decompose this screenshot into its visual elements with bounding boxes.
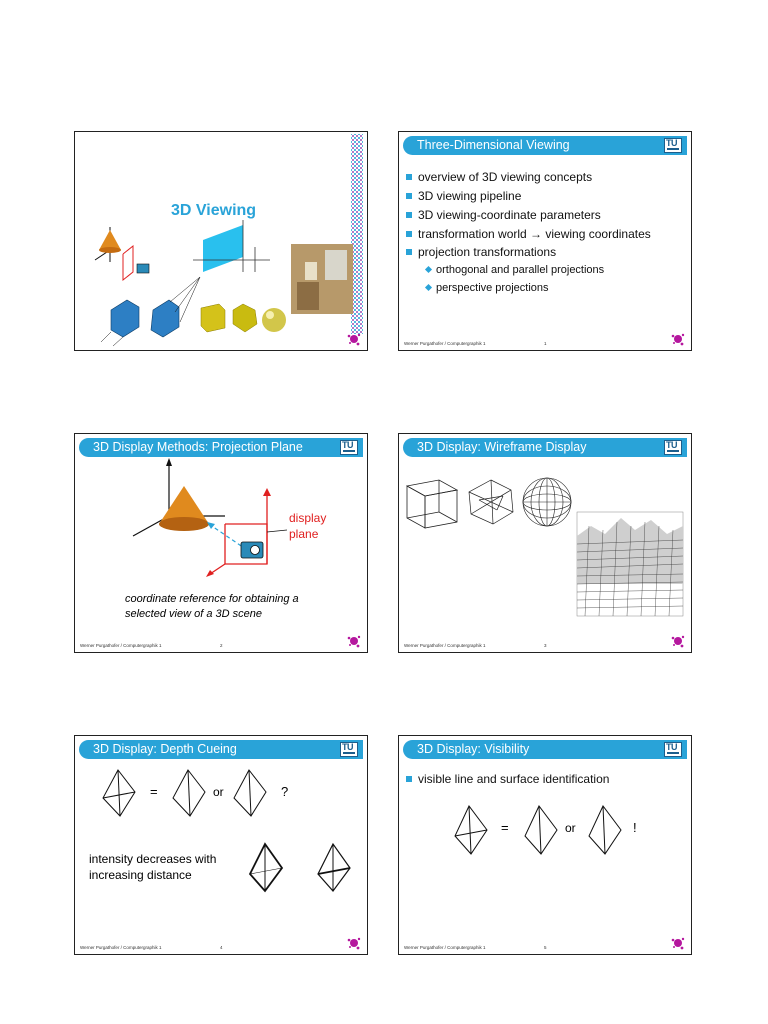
footer-author: Werner Purgathofer / Computergraphik 1: [404, 945, 486, 950]
equals-sign: =: [501, 820, 509, 835]
tu-logo-text: TU: [342, 742, 353, 752]
slide-wireframe-display: [398, 433, 692, 653]
slide-number: 1: [544, 341, 547, 346]
label-plane: plane: [289, 527, 319, 541]
tu-logo-icon: [664, 138, 682, 153]
sub-bullet-item: orthogonal and parallel projections: [436, 264, 605, 276]
slide-number: 5: [544, 945, 547, 950]
tu-logo-text: TU: [342, 440, 353, 450]
bullet-item: 3D viewing-coordinate parameters: [418, 208, 601, 222]
title-bar: [403, 136, 687, 155]
slide-depth-cueing: [74, 735, 368, 955]
intensity-text-line-1: intensity decreases with: [89, 852, 217, 866]
wireframe-cube: [407, 480, 457, 528]
slide-title: 3D Display: Wireframe Display: [417, 440, 587, 454]
footer-author: Werner Purgathofer / Computergraphik 1: [80, 643, 162, 648]
slide-title: Three-Dimensional Viewing: [417, 138, 570, 152]
wireframe-icosahedron: [469, 480, 513, 524]
slide-title: 3D Display Methods: Projection Plane: [93, 440, 303, 454]
caption-line-1: coordinate reference for obtaining a: [125, 593, 299, 605]
bullet-item: overview of 3D viewing concepts: [418, 170, 593, 184]
slide-visibility: [398, 735, 692, 955]
projection-plane-diagram: [75, 434, 368, 653]
bullet-item: transformation world → viewing coordinates: [418, 227, 651, 241]
tu-logo-text: TU: [666, 742, 677, 752]
slide-title: 3D Display: Depth Cueing: [93, 742, 237, 756]
or-label: or: [213, 785, 224, 799]
splat-logo-icon: [347, 634, 361, 648]
footer-author: Werner Purgathofer / Computergraphik 1: [80, 945, 162, 950]
wireframe-sphere: [523, 478, 571, 526]
pyramid-figures: [75, 736, 368, 955]
footer-author: Werner Purgathofer / Computergraphik 1: [404, 643, 486, 648]
bullet-item: projection transformations: [418, 245, 557, 259]
wireframe-terrain: [577, 512, 683, 616]
question-mark: ?: [281, 784, 289, 799]
tu-logo-text: TU: [666, 138, 677, 148]
exclamation-mark: !: [633, 820, 637, 835]
equals-sign: =: [150, 784, 158, 799]
splat-logo-icon: [671, 634, 685, 648]
slide-title: 3D Display: Visibility: [417, 742, 530, 756]
slide-number: 4: [220, 945, 223, 950]
wireframe-figures: [399, 434, 692, 653]
splat-logo-icon: [671, 936, 685, 950]
caption-line-2: selected view of a 3D scene: [125, 608, 262, 620]
viewing-illustration: [75, 132, 368, 351]
sub-bullet-item: perspective projections: [436, 282, 549, 294]
splat-logo-icon: [347, 936, 361, 950]
slide-number: 2: [220, 643, 223, 648]
slide-title: 3D Viewing: [171, 202, 257, 219]
slide-three-dimensional-viewing: [398, 131, 692, 351]
slide-3d-viewing-title: [74, 131, 368, 351]
bullet-item: 3D viewing pipeline: [418, 189, 522, 203]
tu-logo-text: TU: [666, 440, 677, 450]
slide-number: 3: [544, 643, 547, 648]
visibility-pyramids: [399, 736, 692, 955]
bullet-item: visible line and surface identification: [418, 772, 610, 786]
slide-projection-plane: [74, 433, 368, 653]
footer-author: Werner Purgathofer / Computergraphik 1: [404, 341, 486, 346]
splat-logo-icon: [671, 332, 685, 346]
or-label: or: [565, 821, 576, 835]
splat-logo-icon: [347, 332, 361, 346]
label-display: display: [289, 511, 327, 525]
intensity-text-line-2: increasing distance: [89, 868, 192, 882]
